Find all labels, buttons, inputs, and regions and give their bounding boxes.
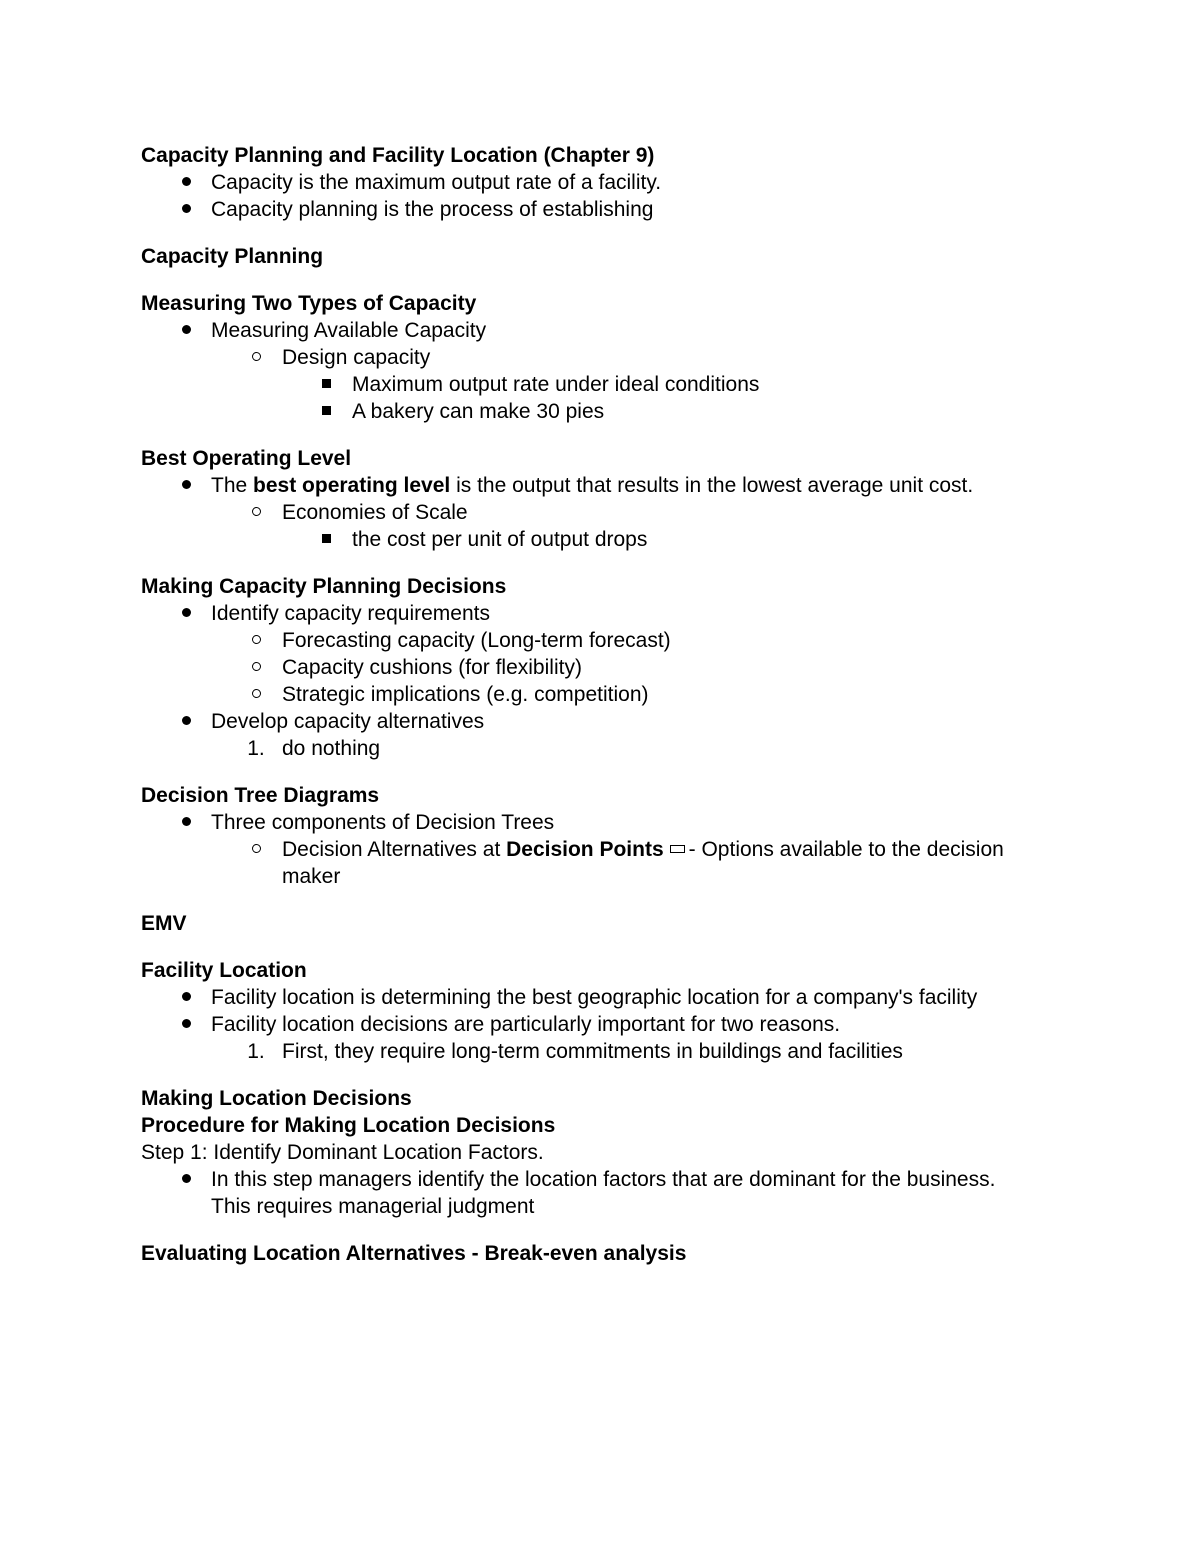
list-item-text: Capacity cushions (for flexibility) bbox=[282, 656, 582, 679]
bullet-dot-icon bbox=[171, 169, 201, 196]
list-item-text: Forecasting capacity (Long-term forecast) bbox=[282, 629, 671, 652]
section-heading-facility-location: Facility Location bbox=[141, 959, 307, 982]
list-item-text: Economies of Scale bbox=[282, 501, 468, 524]
list-item bbox=[141, 499, 1021, 526]
list-number: 1. bbox=[247, 1040, 265, 1063]
section-subheading-procedure: Procedure for Making Location Decisions bbox=[141, 1114, 556, 1137]
bullet-dot-icon bbox=[171, 472, 201, 499]
list-item bbox=[141, 654, 1021, 681]
list-item bbox=[141, 836, 1021, 890]
list-item bbox=[141, 708, 1021, 735]
bullet-circle-icon bbox=[241, 654, 271, 681]
bullet-dot-icon bbox=[171, 1166, 201, 1193]
list-number: 1. bbox=[247, 737, 265, 760]
list-item-text-post: - Options available to the decision maker bbox=[282, 838, 1004, 888]
bullet-circle-icon bbox=[241, 836, 271, 863]
bullet-circle-icon bbox=[241, 344, 271, 371]
bold-term: best operating level bbox=[253, 474, 451, 497]
section-heading-location-decisions: Making Location Decisions bbox=[141, 1087, 412, 1110]
document-title: Capacity Planning and Facility Location (Chapter 9) bbox=[141, 144, 655, 167]
bullet-circle-icon bbox=[241, 681, 271, 708]
list-item-text: Maximum output rate under ideal conditions bbox=[352, 373, 760, 396]
rectangle-icon bbox=[670, 845, 685, 853]
list-item-text-pre: The bbox=[211, 474, 254, 497]
list-item bbox=[141, 984, 1021, 1011]
numbered-item bbox=[141, 1038, 1021, 1065]
list-item-text: Three components of Decision Trees bbox=[211, 811, 555, 834]
document-page bbox=[141, 142, 1021, 1267]
bullet-dot-icon bbox=[171, 1011, 201, 1038]
bullet-circle-icon bbox=[241, 499, 271, 526]
bullet-square-icon bbox=[311, 398, 341, 425]
list-item bbox=[141, 681, 1021, 708]
section-heading-capacity-decisions: Making Capacity Planning Decisions bbox=[141, 575, 507, 598]
bullet-square-icon bbox=[311, 371, 341, 398]
list-item-text: Strategic implications (e.g. competition) bbox=[282, 683, 649, 706]
list-item-text: A bakery can make 30 pies bbox=[352, 400, 605, 423]
bullet-dot-icon bbox=[171, 196, 201, 223]
list-item bbox=[141, 398, 1021, 425]
list-item bbox=[141, 600, 1021, 627]
bullet-dot-icon bbox=[171, 600, 201, 627]
section-heading-measuring: Measuring Two Types of Capacity bbox=[141, 292, 477, 315]
section-heading-evaluating: Evaluating Location Alternatives - Break-even analysis bbox=[141, 1242, 687, 1265]
numbered-item bbox=[141, 735, 1021, 762]
bold-term: Decision Points bbox=[506, 838, 664, 861]
list-item-text: Facility location decisions are particularly important for two reasons. bbox=[211, 1013, 841, 1036]
section-heading-decision-tree: Decision Tree Diagrams bbox=[141, 784, 380, 807]
list-item-text: In this step managers identify the location factors that are dominant for the business. This requires managerial judgment bbox=[211, 1168, 996, 1218]
list-item-text-post: is the output that results in the lowest average unit cost. bbox=[450, 474, 974, 497]
list-item bbox=[141, 1011, 1021, 1038]
list-item-text-pre: Decision Alternatives at bbox=[282, 838, 507, 861]
list-item bbox=[141, 344, 1021, 371]
step-text: Step 1: Identify Dominant Location Factors. bbox=[141, 1141, 544, 1164]
list-item bbox=[141, 196, 1021, 223]
bullet-dot-icon bbox=[171, 317, 201, 344]
list-item bbox=[141, 371, 1021, 398]
list-item-text: do nothing bbox=[282, 737, 381, 760]
list-item-text: Identify capacity requirements bbox=[211, 602, 490, 625]
section-heading-emv: EMV bbox=[141, 912, 187, 935]
list-item-text: Capacity is the maximum output rate of a facility. bbox=[211, 171, 662, 194]
bullet-dot-icon bbox=[171, 708, 201, 735]
list-item-text: Design capacity bbox=[282, 346, 431, 369]
list-item bbox=[141, 526, 1021, 553]
list-item bbox=[141, 627, 1021, 654]
bullet-dot-icon bbox=[171, 809, 201, 836]
section-heading-best-operating-level: Best Operating Level bbox=[141, 447, 352, 470]
list-item-text: Measuring Available Capacity bbox=[211, 319, 487, 342]
bullet-square-icon bbox=[311, 526, 341, 553]
list-item bbox=[141, 169, 1021, 196]
list-item bbox=[141, 472, 1021, 499]
section-heading-capacity-planning: Capacity Planning bbox=[141, 245, 324, 268]
list-item-text: Facility location is determining the best geographic location for a company's facility bbox=[211, 986, 978, 1009]
list-item-text: the cost per unit of output drops bbox=[352, 528, 648, 551]
bullet-circle-icon bbox=[241, 627, 271, 654]
list-item-text: First, they require long-term commitments in buildings and facilities bbox=[282, 1040, 903, 1063]
list-item-text: Develop capacity alternatives bbox=[211, 710, 485, 733]
bullet-dot-icon bbox=[171, 984, 201, 1011]
list-item bbox=[141, 1166, 1021, 1220]
list-item bbox=[141, 317, 1021, 344]
list-item bbox=[141, 809, 1021, 836]
list-item-text: Capacity planning is the process of establishing bbox=[211, 198, 654, 221]
